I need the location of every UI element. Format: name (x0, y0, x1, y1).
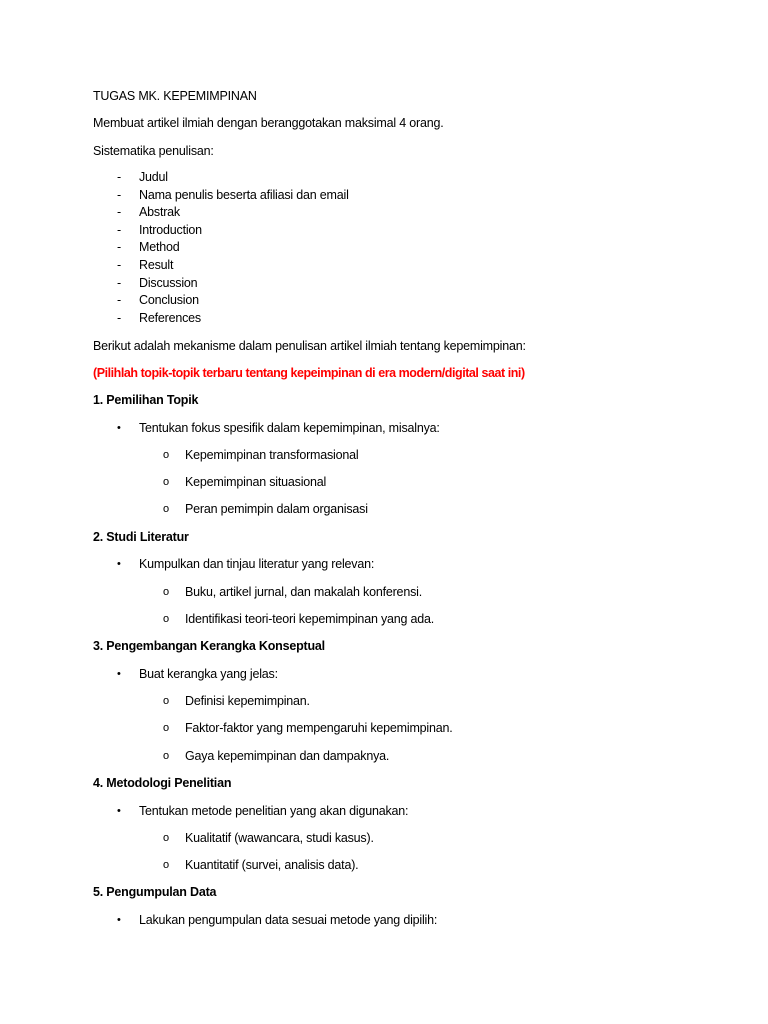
list-item (0, 169, 768, 185)
section-heading-line (0, 392, 768, 408)
sub-item (0, 501, 768, 517)
note-line (0, 365, 768, 381)
bullet-text: Lakukan pengumpulan data sesuai metode yang dipilih: (139, 913, 438, 927)
sub-item-text: Kualitatif (wawancara, studi kasus). (185, 831, 374, 845)
list-item-text: Discussion (139, 276, 198, 290)
document-title-line (0, 88, 768, 104)
topic-note: (Pilihlah topik-topik terbaru tentang kepeimpinan di era modern/digital saat ini) (93, 366, 525, 380)
sub-item (0, 474, 768, 490)
section-heading-line (0, 529, 768, 545)
sub-item-text: Buku, artikel jurnal, dan makalah konferensi. (185, 585, 422, 599)
systematics-label-line (0, 143, 768, 159)
circle-marker: o (163, 695, 169, 707)
list-item-text: References (139, 311, 201, 325)
dash-marker: - (117, 258, 121, 272)
mechanism-intro-line (0, 338, 768, 354)
sub-item-text: Gaya kepemimpinan dan dampaknya. (185, 749, 390, 763)
list-item-text: Nama penulis beserta afiliasi dan email (139, 188, 349, 202)
section-heading: 2. Studi Literatur (93, 530, 189, 544)
sub-item-text: Definisi kepemimpinan. (185, 694, 310, 708)
bullet-item (0, 803, 768, 819)
section-heading: 3. Pengembangan Kerangka Konseptual (93, 639, 325, 653)
sub-item (0, 611, 768, 627)
circle-marker: o (163, 503, 169, 515)
circle-marker: o (163, 722, 169, 734)
circle-marker: o (163, 859, 169, 871)
bullet-marker: • (117, 668, 121, 680)
list-item (0, 187, 768, 203)
bullet-marker: • (117, 914, 121, 926)
list-item-text: Abstrak (139, 205, 180, 219)
list-item-text: Introduction (139, 223, 202, 237)
bullet-item (0, 420, 768, 436)
bullet-item (0, 556, 768, 572)
list-item-text: Result (139, 258, 174, 272)
sub-item (0, 447, 768, 463)
list-item-text: Judul (139, 170, 168, 184)
sub-item-text: Kuantitatif (survei, analisis data). (185, 858, 359, 872)
list-item (0, 310, 768, 326)
intro-line (0, 115, 768, 131)
dash-marker: - (117, 293, 121, 307)
bullet-text: Tentukan metode penelitian yang akan digunakan: (139, 804, 409, 818)
intro-text: Membuat artikel ilmiah dengan beranggotakan maksimal 4 orang. (93, 116, 444, 130)
systematics-label: Sistematika penulisan: (93, 144, 214, 158)
sub-item-text: Identifikasi teori-teori kepemimpinan yang ada. (185, 612, 435, 626)
section-heading-line (0, 884, 768, 900)
sub-item (0, 748, 768, 764)
dash-marker: - (117, 188, 121, 202)
section-heading-line (0, 638, 768, 654)
dash-marker: - (117, 205, 121, 219)
dash-marker: - (117, 240, 121, 254)
list-item (0, 239, 768, 255)
list-item (0, 275, 768, 291)
sub-item (0, 693, 768, 709)
document-title: TUGAS MK. KEPEMIMPINAN (93, 89, 257, 103)
list-item-text: Method (139, 240, 180, 254)
bullet-text: Buat kerangka yang jelas: (139, 667, 278, 681)
circle-marker: o (163, 832, 169, 844)
sub-item (0, 857, 768, 873)
circle-marker: o (163, 750, 169, 762)
bullet-marker: • (117, 558, 121, 570)
sub-item-text: Kepemimpinan situasional (185, 475, 327, 489)
list-item (0, 222, 768, 238)
sub-item-text: Kepemimpinan transformasional (185, 448, 359, 462)
sub-item (0, 584, 768, 600)
section-heading: 4. Metodologi Penelitian (93, 776, 232, 790)
bullet-marker: • (117, 422, 121, 434)
circle-marker: o (163, 613, 169, 625)
circle-marker: o (163, 449, 169, 461)
mechanism-intro: Berikut adalah mekanisme dalam penulisan artikel ilmiah tentang kepemimpinan: (93, 339, 526, 353)
bullet-text: Kumpulkan dan tinjau literatur yang relevan: (139, 557, 375, 571)
circle-marker: o (163, 476, 169, 488)
circle-marker: o (163, 586, 169, 598)
section-heading: 1. Pemilihan Topik (93, 393, 199, 407)
bullet-item (0, 912, 768, 928)
section-heading-line (0, 775, 768, 791)
sub-item-text: Faktor-faktor yang mempengaruhi kepemimpinan. (185, 721, 453, 735)
bullet-text: Tentukan fokus spesifik dalam kepemimpinan, misalnya: (139, 421, 440, 435)
dash-marker: - (117, 311, 121, 325)
dash-marker: - (117, 170, 121, 184)
sub-item (0, 830, 768, 846)
bullet-item (0, 666, 768, 682)
list-item (0, 257, 768, 273)
sub-item-text: Peran pemimpin dalam organisasi (185, 502, 368, 516)
list-item (0, 204, 768, 220)
dash-marker: - (117, 276, 121, 290)
sub-item (0, 720, 768, 736)
list-item (0, 292, 768, 308)
dash-marker: - (117, 223, 121, 237)
bullet-marker: • (117, 805, 121, 817)
section-heading: 5. Pengumpulan Data (93, 885, 217, 899)
list-item-text: Conclusion (139, 293, 199, 307)
